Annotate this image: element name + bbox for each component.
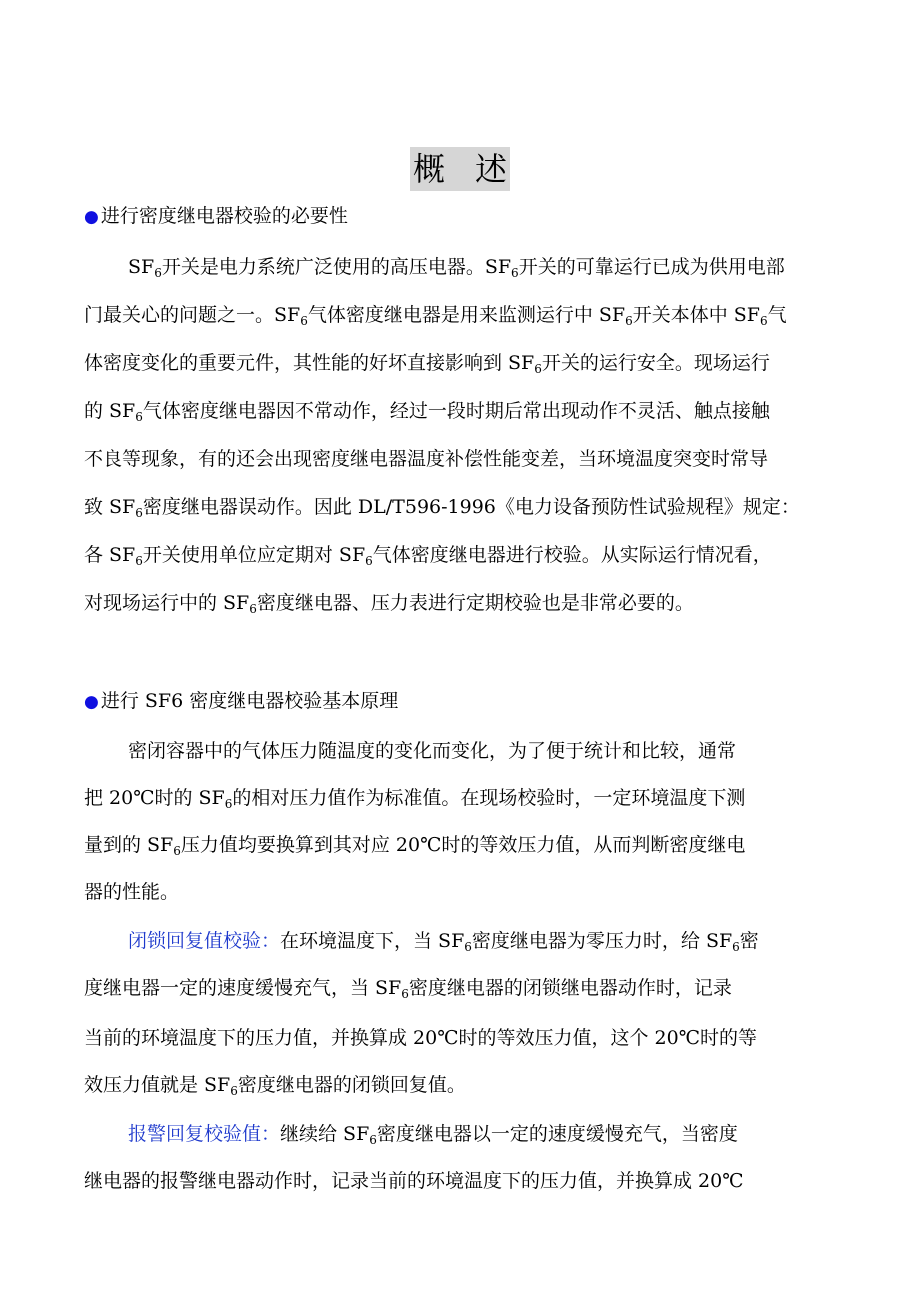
page-title	[410, 147, 510, 191]
bullet-icon: ●	[84, 207, 99, 227]
s1-line-3: 体密度变化的重要元件，其性能的好坏直接影响到 $SF_6$开关的运行安全。现场运行	[84, 352, 770, 376]
s2p2-line-4: 效压力值就是 $SF_6$密度继电器的闭锁回复值。	[84, 1074, 466, 1098]
title-char-1: 概	[412, 150, 475, 188]
section2-heading	[84, 688, 398, 715]
s2p2-line-2: 度继电器一定的速度缓慢充气，当 $SF_6$密度继电器的闭锁继电器动作时，记录	[84, 977, 732, 1001]
bullet-icon: ●	[84, 692, 99, 712]
s1-line-5: 不良等现象，有的还会出现密度继电器温度补偿性能变差，当环境温度突变时常导	[84, 448, 769, 470]
s1-line-6: 致 $SF_6$密度继电器误动作。因此 DL/T596-1996《电力设备预防性试验规程》规定：	[84, 496, 800, 520]
s2p2-line-3: 当前的环境温度下的压力值，并换算成 20℃时的等效压力值，这个 20℃时的等	[84, 1027, 757, 1049]
page-title-wrap	[0, 147, 920, 191]
section1-heading-text: 进行密度继电器校验的必要性	[100, 205, 348, 227]
s2p3-line-1: 报警回复校验值：继续给 $SF_6$密度继电器以一定的速度缓慢充气，当密度	[128, 1123, 738, 1147]
section1-heading	[84, 203, 348, 230]
s1-line-7: 各 $SF_6$开关使用单位应定期对 $SF_6$气体密度继电器进行校验。从实际运行情况看，	[84, 544, 772, 568]
s1-line-1: $SF_6$开关是电力系统广泛使用的高压电器。$SF_6$开关的可靠运行已成为供用电部	[128, 256, 785, 280]
s2p1-line-1: 密闭容器中的气体压力随温度的变化而变化，为了便于统计和比较，通常	[128, 740, 737, 762]
s2p2-line-1: 闭锁回复值校验：在环境温度下，当 $SF_6$密度继电器为零压力时，给 $SF_6$密	[128, 930, 759, 954]
section2-heading-text: 进行 SF6 密度继电器校验基本原理	[100, 690, 399, 712]
s2p1-line-3: 量到的 $SF_6$压力值均要换算到其对应 20℃时的等效压力值，从而判断密度继电	[84, 834, 746, 858]
s2p3-line-2: 继电器的报警继电器动作时，记录当前的环境温度下的压力值，并换算成 20℃	[84, 1170, 744, 1192]
s1-line-8: 对现场运行中的 $SF_6$密度继电器、压力表进行定期校验也是非常必要的。	[84, 592, 694, 616]
s2p1-line-4: 器的性能。	[84, 881, 180, 903]
s1-line-4: 的 $SF_6$气体密度继电器因不常动作，经过一段时期后常出现动作不灵活、触点接触	[84, 400, 770, 424]
para3-label: 报警回复校验值：	[128, 1123, 281, 1145]
title-char-2: 述	[475, 150, 508, 188]
s2p1-line-2: 把 20℃时的 $SF_6$的相对压力值作为标准值。在现场校验时，一定环境温度下测	[84, 787, 746, 811]
s1-line-2: 门最关心的问题之一。$SF_6$气体密度继电器是用来监测运行中 $SF_6$开关本体中 $SF_6$气	[84, 304, 787, 328]
para2-label: 闭锁回复值校验：	[128, 930, 281, 952]
